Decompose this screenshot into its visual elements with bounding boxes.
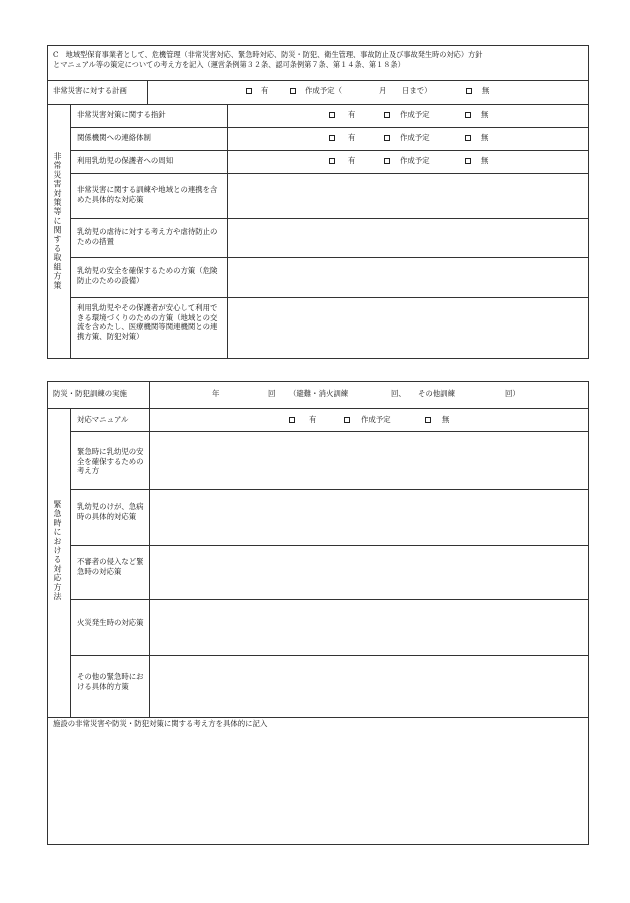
option-label: 無 — [481, 156, 489, 165]
option-label: 有 — [348, 133, 356, 142]
row-training-label: 非常災害に関する訓練や地域との連携を含めた具体的な対応策 — [77, 185, 218, 204]
guideline-planned-checkbox[interactable] — [384, 112, 390, 118]
section1-title-line1: C 地域型保育事業者として、危機管理（非常災害対応、緊急時対応、防災・防犯、衛生管理、事故防止及び事故発生時の対応）方針 — [53, 50, 483, 59]
plan-yes-checkbox[interactable] — [246, 88, 252, 94]
option-label: 無 — [442, 415, 450, 424]
drill-label: 防災・防犯訓練の実施 — [53, 389, 127, 398]
row-notify-label: 利用乳幼児の保護者への周知 — [77, 156, 174, 165]
manual-planned-checkbox[interactable] — [344, 417, 350, 423]
divider — [70, 431, 589, 432]
option-label: 有 — [348, 110, 356, 119]
row-injury-label: 乳幼児のけが、急病時の具体的対応策 — [77, 502, 144, 521]
manual-label: 対応マニュアル — [77, 415, 129, 424]
row-intruder-label: 不審者の侵入など緊急時の対応策 — [77, 557, 144, 576]
row-other-label: その他の緊急時における具体的方策 — [77, 672, 144, 691]
guideline-no-checkbox[interactable] — [465, 112, 471, 118]
divider — [70, 150, 589, 151]
other-input[interactable] — [151, 657, 587, 715]
divider — [47, 408, 589, 409]
guideline-yes-checkbox[interactable] — [329, 112, 335, 118]
divider — [70, 297, 589, 298]
option-label: 有 — [348, 156, 356, 165]
plan-no-checkbox[interactable] — [466, 88, 472, 94]
divider — [227, 104, 228, 359]
option-label: 作成予定 — [400, 156, 430, 165]
divider — [149, 381, 150, 408]
contact-no-checkbox[interactable] — [465, 135, 471, 141]
notify-no-checkbox[interactable] — [465, 158, 471, 164]
divider — [70, 218, 589, 219]
injury-input[interactable] — [151, 491, 587, 543]
manual-no-checkbox[interactable] — [425, 417, 431, 423]
notify-planned-checkbox[interactable] — [384, 158, 390, 164]
divider — [70, 408, 71, 717]
divider — [47, 717, 589, 718]
plan-yes-label: 有 — [261, 86, 269, 95]
facility-label: 施設の非常災害や防災・防犯対策に関する考え方を具体的に記入 — [53, 719, 268, 728]
divider — [147, 80, 148, 104]
plan-month-label: 月 — [379, 86, 387, 95]
drill-other: その他訓練 — [418, 389, 455, 398]
divider — [70, 655, 589, 656]
row-fire-label: 火災発生時の対応策 — [77, 618, 144, 627]
row-safety-label: 乳幼児の安全を確保するための方策（危険防止のための設備） — [77, 266, 218, 285]
divider — [70, 104, 71, 359]
fire-input[interactable] — [151, 601, 587, 653]
plan-until-label: 日まで） — [402, 86, 432, 95]
safety-input[interactable] — [229, 259, 587, 295]
divider — [149, 408, 150, 717]
option-label: 無 — [481, 133, 489, 142]
facility-input[interactable] — [49, 731, 587, 843]
plan-planned-label: 作成予定（ — [305, 86, 342, 95]
section2-vertical-label: 緊急時における対応方法 — [53, 500, 62, 602]
manual-yes-checkbox[interactable] — [289, 417, 295, 423]
plan-no-label: 無 — [482, 86, 490, 95]
option-label: 作成予定 — [400, 133, 430, 142]
option-label: 作成予定 — [361, 415, 391, 424]
divider — [70, 173, 589, 174]
row-environment-label: 利用乳幼児やその保護者が安心して利用できる環境づくりのための方策（地域との交流を含めたし、医療機関等関連機関との連携方策、防犯対策） — [77, 303, 218, 341]
contact-planned-checkbox[interactable] — [384, 135, 390, 141]
option-label: 有 — [309, 415, 317, 424]
plan-label: 非常災害に対する計画 — [53, 86, 127, 95]
divider — [70, 489, 589, 490]
training-input[interactable] — [229, 175, 587, 216]
divider — [47, 104, 589, 105]
intruder-input[interactable] — [151, 547, 587, 597]
drill-times3: 回） — [505, 389, 520, 398]
divider — [47, 80, 589, 81]
plan-planned-checkbox[interactable] — [290, 88, 296, 94]
option-label: 無 — [481, 110, 489, 119]
drill-times: 回 — [268, 389, 276, 398]
abuse-input[interactable] — [229, 220, 587, 256]
child-safety-input[interactable] — [151, 433, 587, 487]
section1-title-line2: とマニュアル等の策定についての考え方を記入（運営条例第３２条、認可条例第７条、第１４条、第１８条） — [53, 60, 405, 69]
divider — [70, 127, 589, 128]
contact-yes-checkbox[interactable] — [329, 135, 335, 141]
row-child-safety-label: 緊急時に乳幼児の安全を確保するための考え方 — [77, 447, 144, 476]
row-contact-label: 関係機関への連絡体制 — [77, 133, 151, 142]
drill-times2: 回、 — [391, 389, 406, 398]
drill-year: 年 — [212, 389, 220, 398]
divider — [70, 545, 589, 546]
divider — [70, 599, 589, 600]
row-abuse-label: 乳幼児の虐待に対する考え方や虐待防止のための措置 — [77, 227, 218, 246]
drill-detail: （避難・消火訓練 — [289, 389, 349, 398]
option-label: 作成予定 — [400, 110, 430, 119]
divider — [70, 257, 589, 258]
notify-yes-checkbox[interactable] — [329, 158, 335, 164]
section1-vertical-label: 非常災害対策等に関する取組方策 — [53, 152, 62, 290]
environment-input[interactable] — [229, 299, 587, 357]
row-guideline-label: 非常災害対策に関する指針 — [77, 110, 166, 119]
